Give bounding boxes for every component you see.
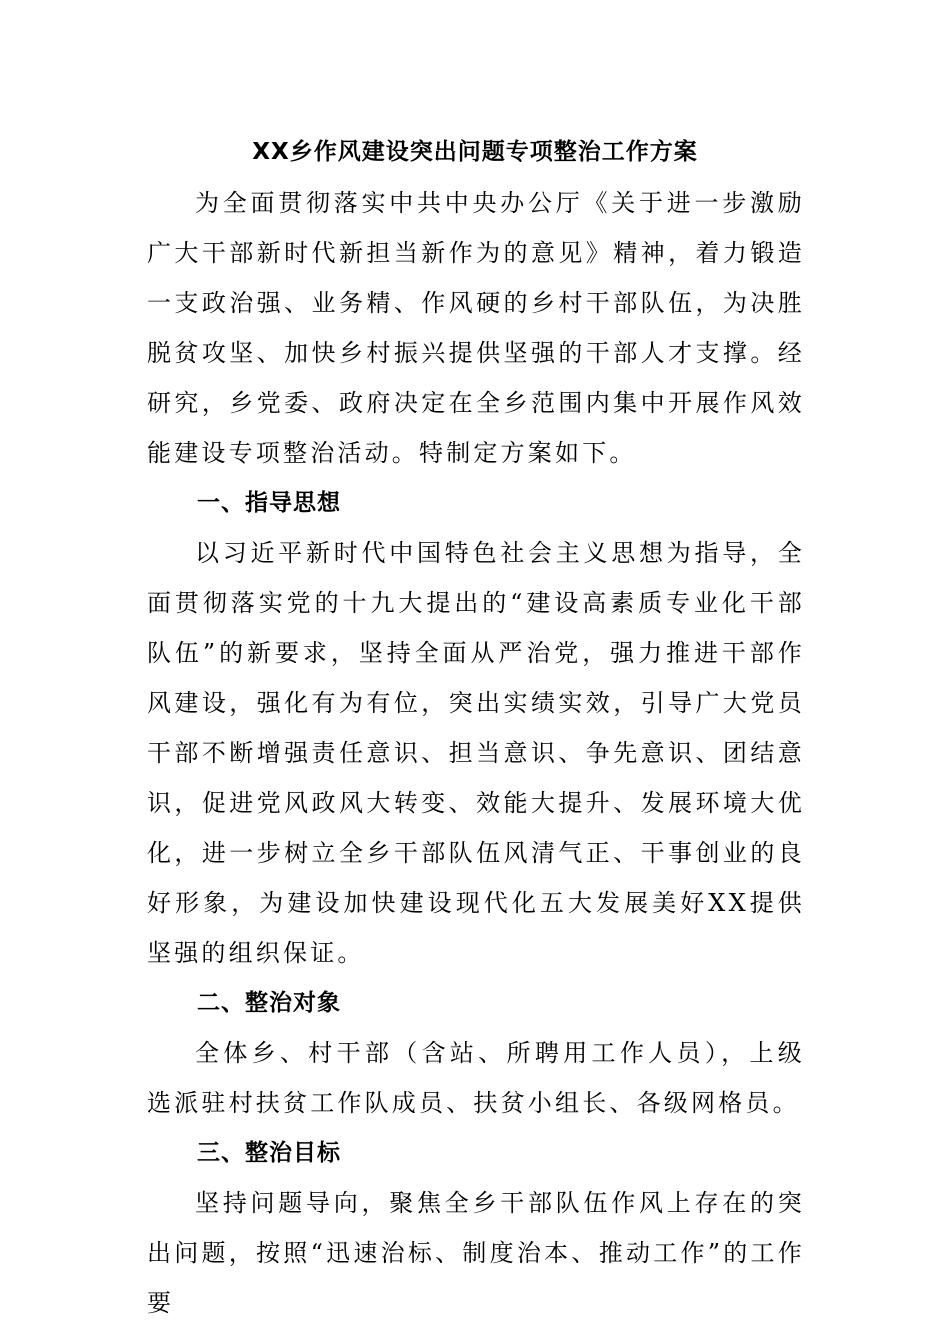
section-paragraph-guiding-thought: 以习近平新时代中国特色社会主义思想为指导，全面贯彻落实党的十九大提出的“建设高素质专业化干部队伍”的新要求，坚持全面从严治党，强力推进干部作风建设，强化有为有位，突出实绩实效，引导广大党员干部不断增强责任意识、担当意识、争先意识、团结意识，促进党风政风大转变、效能大提升、发展环境大优化，进一步树立全乡干部队伍风清气正、干事创业的良好形象，为建设加快建设现代化五大发展美好XX提供坚强的组织保证。 — [147, 539, 805, 967]
section-heading-guiding-thought: 一、指导思想 — [197, 490, 341, 516]
intro-paragraph: 为全面贯彻落实中共中央办公厅《关于进一步激励广大干部新时代新担当新作为的意见》精神，着力锻造一支政治强、业务精、作风硬的乡村干部队伍，为决胜脱贫攻坚、加快乡村振兴提供坚强的干部人才支撑。经研究，乡党委、政府决定在全乡范围内集中开展作风效能建设专项整治活动。特制定方案如下。 — [147, 189, 805, 467]
document-body — [147, 178, 805, 1328]
section-heading-goals: 三、整治目标 — [197, 1140, 341, 1166]
section-paragraph-goals: 坚持问题导向，聚焦全乡干部队伍作风上存在的突出问题，按照“迅速治标、制度治本、推动工作”的工作要 — [147, 1189, 805, 1317]
section-heading-targets: 二、整治对象 — [197, 990, 341, 1016]
section-paragraph-targets: 全体乡、村干部（含站、所聘用工作人员），上级选派驻村扶贫工作队成员、扶贫小组长、各级网格员。 — [147, 1039, 805, 1117]
document-title: XX乡作风建设突出问题专项整治工作方案 — [252, 139, 698, 165]
